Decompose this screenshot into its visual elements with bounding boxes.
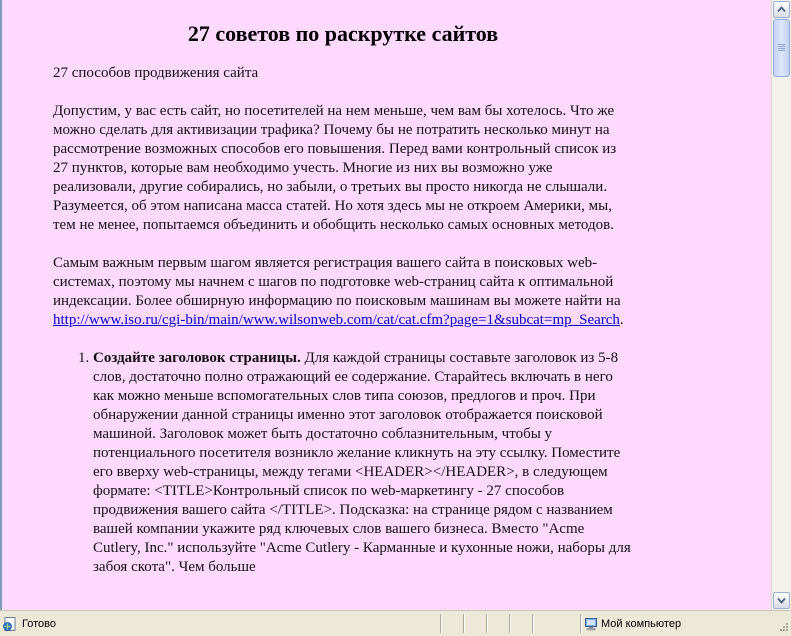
scroll-down-button[interactable] <box>773 592 790 609</box>
status-text: Готово <box>22 617 56 630</box>
scroll-up-button[interactable] <box>773 1 790 18</box>
security-zone[interactable] <box>584 614 681 633</box>
zone-text: Мой компьютер <box>601 617 682 630</box>
status-section <box>2 614 56 633</box>
scroll-thumb[interactable] <box>773 19 790 77</box>
wilsonweb-link[interactable]: http://www.iso.ru/cgi-bin/main/www.wilsonweb.com/cat/cat.cfm?page=1&subcat=mp_Search <box>53 312 620 328</box>
vertical-scrollbar[interactable] <box>771 0 791 610</box>
my-computer-icon <box>584 617 598 631</box>
page-icon <box>2 616 18 632</box>
page-title: 27 советов по раскрутке сайтов <box>187 21 499 46</box>
intro-paragraph: Допустим, у вас есть сайт, но посетителей на нем меньше, чем вам бы хотелось. Что же можно сделать для активизации трафика? Почему бы не потратить несколько минут на рассмотрение возможных способов его повышения. Перед вами контрольный список из 27 пунктов, которые вам необходимо учесть. Многие из них вы возможно уже реализовали, другие собирались, но забыли, о третьих вы просто никогда не слышали. Разумеется, об этом написана масса статей. Но хотя здесь мы не откроем Америки, мы, тем не менее, попытаемся объединить и обобщить несколько самых основных методов. <box>53 103 617 233</box>
arrow-down-icon <box>777 596 786 605</box>
paragraph-end: . <box>619 312 624 328</box>
page-subtitle: 27 способов продвижения сайта <box>53 65 259 81</box>
resize-grip-icon[interactable] <box>777 622 789 634</box>
status-bar <box>0 610 791 636</box>
tip-heading: Создайте заголовок страницы. <box>93 350 301 366</box>
tips-list <box>53 349 633 577</box>
list-item <box>93 349 633 577</box>
search-engines-paragraph <box>53 254 633 330</box>
paragraph-text: Самым важным первым шагом является регистрация вашего сайта в поисковых web-системах, поэтому мы начнем с шагов по подготовке web-страниц сайта к оптимальной индексации. Более обширную информацию по поисковым машинам вы можете найти на <box>53 255 621 309</box>
arrow-up-icon <box>777 5 786 14</box>
page-content <box>53 18 633 577</box>
tip-text: Для каждой страницы составьте заголовок из 5-8 слов, достаточно полно отражающий ее содержание. Старайтесь включать в него как можно меньше вспомогательных слов типа союзов, предлогов и проч. При обнаружении данной страницы именно этот заголовок отображается поисковой машиной. Заголовок может быть достаточно соблазнительным, чтобы у потенциального посетителя возникло желание кликнуть на эту ссылку. Поместите его вверху web-страницы, между тегами <HEADER></HEADER>, в следующем формате: <TITLE>Контрольный список по web-маркетингу - 27 способов продвижения вашего сайта </TITLE>. Подсказка: на странице рядом с названием вашей компании укажите ряд ключевых слов вашего бизнеса. Вместо "Acme Cutlery, Inc." используйте "Acme Cutlery - Карманные и кухонные ножи, наборы для забоя скота". Чем больше <box>93 350 631 575</box>
